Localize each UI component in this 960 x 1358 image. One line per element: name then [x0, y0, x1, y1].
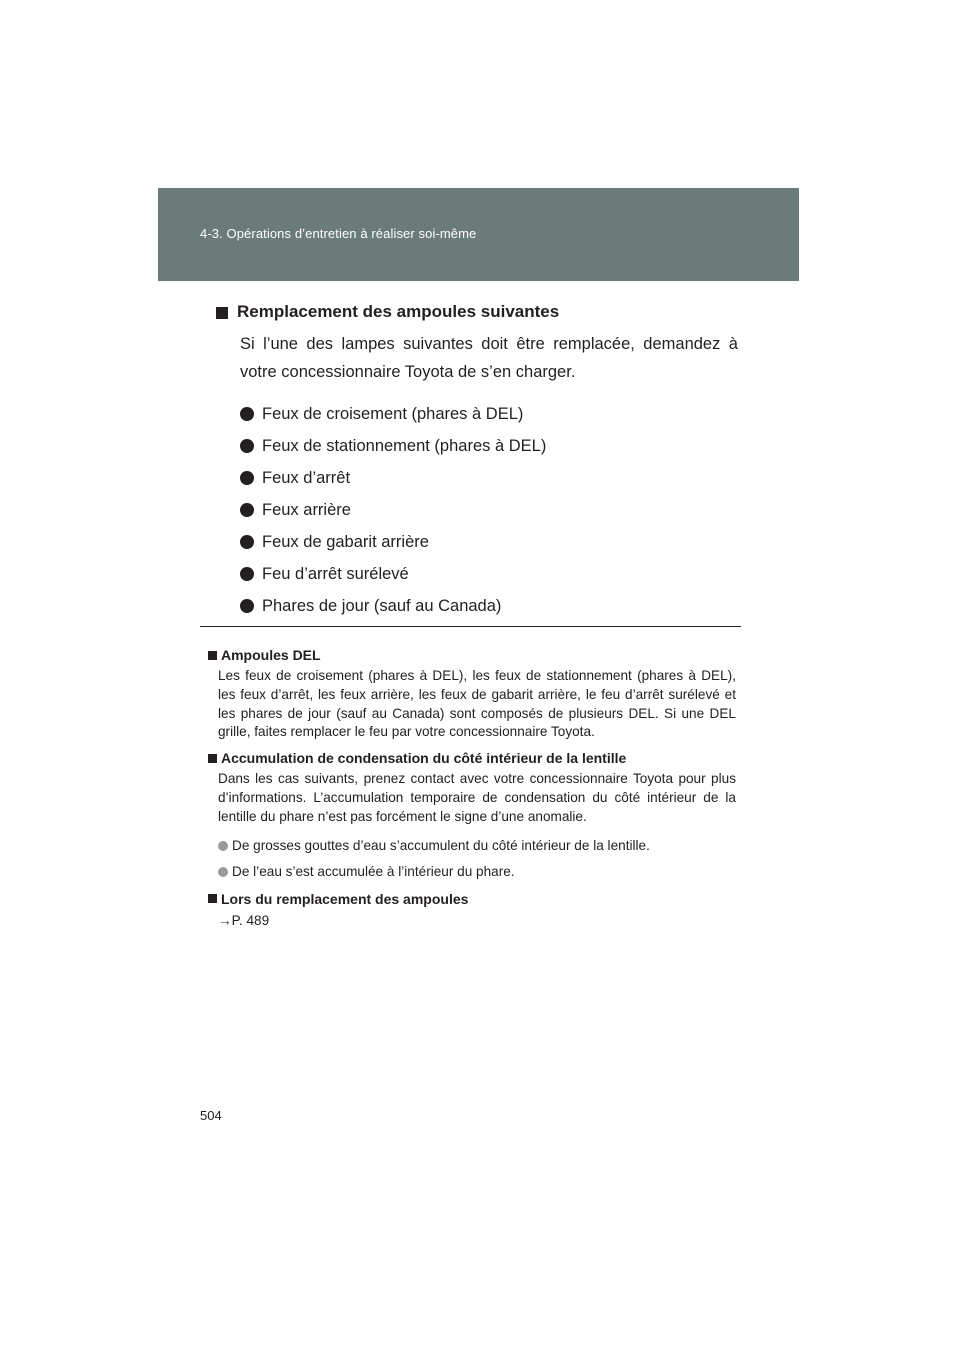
list-item: Feux de gabarit arrière [240, 526, 738, 558]
list-item: De l’eau s’est accumulée à l’intérieur du phare. [218, 859, 736, 885]
note-body-condensation: Dans les cas suivants, prenez contact avec votre concessionnaire Toyota pour plus d’informations. L’accumulation temporaire de condensation du côté intérieur de la lentille du phare n’est pas forcément le signe d’une anomalie. [218, 771, 736, 824]
bullet-dot-icon [240, 439, 254, 453]
page-number: 504 [200, 1108, 222, 1123]
notes-section [208, 645, 736, 928]
bullet-dot-icon [240, 471, 254, 485]
section-title [216, 302, 738, 322]
list-item: Phares de jour (sauf au Canada) [240, 590, 738, 622]
bulb-list [240, 398, 738, 622]
bullet-dot-icon [218, 867, 228, 877]
note-title-led: Ampoules DEL [208, 645, 736, 665]
note-body-led: Les feux de croisement (phares à DEL), les feux de stationnement (phares à DEL), les feux d’arrêt, les feux arrière, les feux de gabarit arrière, le feu d’arrêt surélevé et les phares de jour (sauf au Canada) sont composés de plusieurs DEL. Si une DEL grille, faites remplacer le feu par votre concessionnaire Toyota. [218, 668, 736, 740]
bullet-dot-icon [240, 599, 254, 613]
page-reference-link[interactable]: →P. 489 [218, 912, 270, 928]
square-bullet-icon [208, 651, 217, 660]
bullet-dot-icon [240, 535, 254, 549]
square-bullet-icon [208, 894, 217, 903]
list-item: De grosses gouttes d’eau s’accumulent du côté intérieur de la lentille. [218, 833, 736, 859]
list-item: Feux de croisement (phares à DEL) [240, 398, 738, 430]
list-item: Feu d’arrêt surélevé [240, 558, 738, 590]
bullet-dot-icon [240, 503, 254, 517]
square-bullet-icon [208, 754, 217, 763]
bullet-dot-icon [218, 841, 228, 851]
list-item: Feux arrière [240, 494, 738, 526]
note-title-replacement: Lors du remplacement des ampoules [208, 889, 736, 909]
bullet-dot-icon [240, 567, 254, 581]
bullet-dot-icon [240, 407, 254, 421]
intro-paragraph: Si l’une des lampes suivantes doit être remplacée, demandez à votre concessionnaire Toyota de s’en charger. [240, 335, 738, 381]
square-bullet-icon [216, 307, 228, 319]
main-content [216, 302, 738, 622]
divider [200, 626, 741, 627]
list-item: Feux de stationnement (phares à DEL) [240, 430, 738, 462]
note-title-condensation: Accumulation de condensation du côté intérieur de la lentille [208, 748, 736, 768]
list-item: Feux d’arrêt [240, 462, 738, 494]
section-header: 4-3. Opérations d’entretien à réaliser soi-même [200, 226, 477, 241]
section-title-text: Remplacement des ampoules suivantes [237, 302, 560, 321]
